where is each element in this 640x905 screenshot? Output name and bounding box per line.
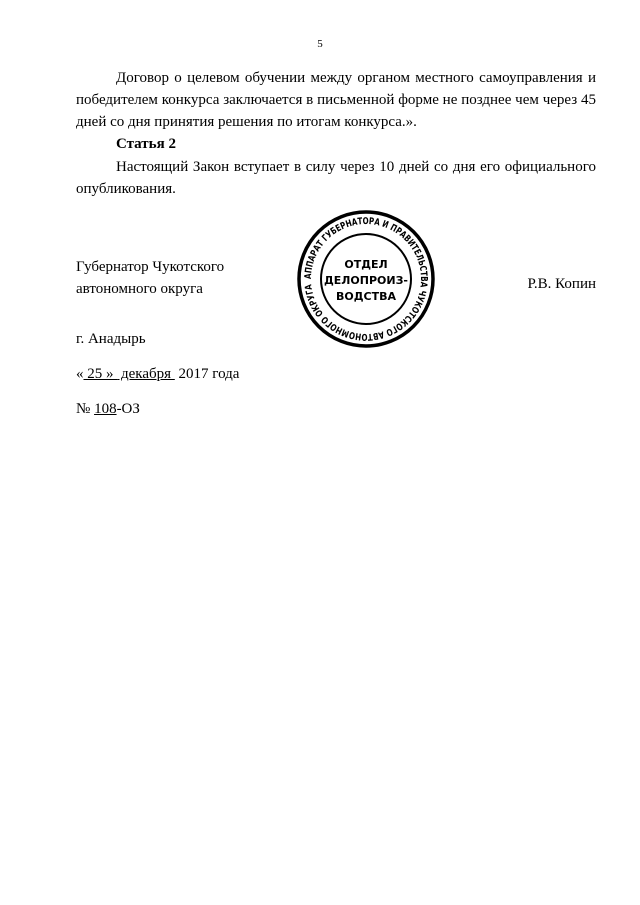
- law-number-value: 108: [94, 401, 117, 417]
- law-number-suffix: -ОЗ: [116, 401, 140, 417]
- date-day: 25 »: [83, 366, 118, 382]
- paragraph-contract: Договор о целевом обучении между органом местного самоуправления и победителем конкурса заключается в письменной форме не позднее чем через 45 дней со дня принятия решения по итогам конкурса.».: [76, 70, 596, 130]
- signatory-title: [76, 256, 224, 300]
- date-month: декабря: [117, 366, 175, 382]
- paragraph-entry-into-force: Настоящий Закон вступает в силу через 10 дней со дня его официального опубликования.: [76, 159, 596, 197]
- signatory-title-line-1: Губернатор Чукотского: [76, 259, 225, 275]
- signing-city: г. Анадырь: [76, 331, 146, 347]
- stamp-ring-text: АППАРАТ ГУБЕРНАТОРА И ПРАВИТЕЛЬСТВА ЧУКОТСКОГО АВТОНОМНОГО ОКРУГА: [302, 215, 430, 343]
- article-heading: Статья 2: [116, 136, 176, 152]
- date-open-quote: «: [76, 366, 84, 382]
- signing-date: [76, 366, 239, 383]
- official-stamp: [295, 208, 437, 350]
- stamp-line-1: ОТДЕЛ: [344, 258, 388, 271]
- signatory-name: Р.В. Копин: [527, 276, 596, 292]
- law-number-prefix: №: [76, 401, 95, 417]
- page-number: 5: [317, 38, 323, 50]
- law-number: [76, 401, 140, 418]
- date-year: 2017 года: [174, 366, 240, 382]
- stamp-line-3: ВОДСТВА: [335, 290, 397, 303]
- signatory-title-line-2: автономного округа: [76, 281, 203, 297]
- stamp-line-2: ДЕЛОПРОИЗ-: [323, 274, 409, 287]
